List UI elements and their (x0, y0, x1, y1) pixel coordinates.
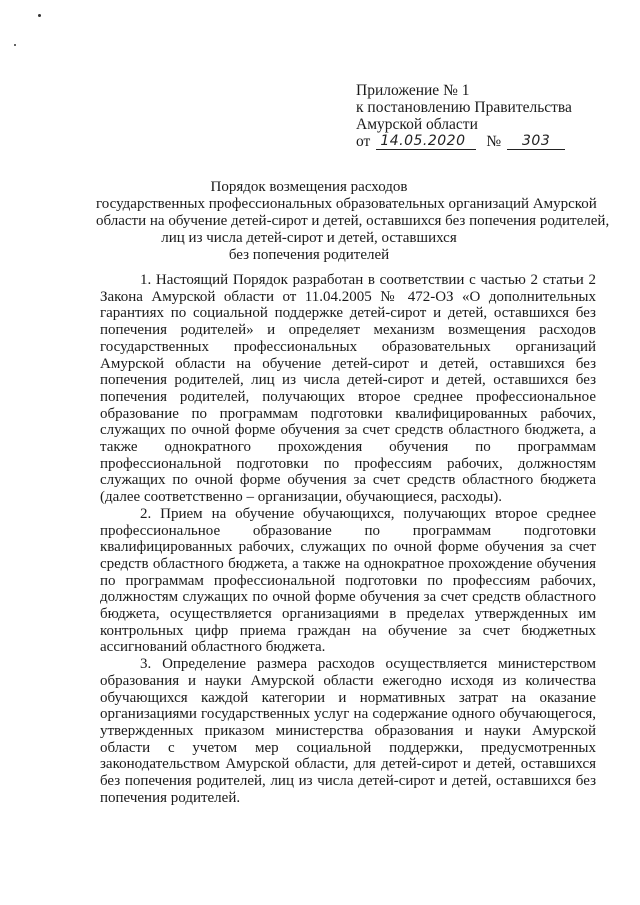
paragraph-2: 2. Прием на обучение обучающихся, получающих второе среднее профессиональное образование по программам подготовки квалифицированных рабочих, служащих по очной форме обучения за счет средств областного бюджета, а также на однократное прохождение обучения по программам профессиональной подготовки по профессиям рабочих, должностям служащих по очной форме обучения за счет средств областного бюджета, осуществляется организациями в пределах утвержденных им контрольных цифр приема граждан на обучение за счет бюджетных ассигнований областного бюджета. (100, 505, 596, 656)
handwritten-number: 303 (507, 134, 565, 150)
title-line: лиц из числа детей-сирот и детей, оставшихся (161, 230, 457, 246)
document-title (96, 179, 610, 264)
document-body (100, 272, 596, 807)
title-line: без попечения родителей (228, 247, 390, 263)
paragraph-1: 1. Настоящий Порядок разработан в соответствии с частью 2 статьи 2 Закона Амурской области от 11.04.2005 № 472-ОЗ «О дополнительных гарантиях по социальной поддержке детей-сирот и детей, оставшихся без попечения родителей» и определяет механизм возмещения расходов государственных профессиональных образовательных организаций Амурской области на обучение детей-сирот и детей, оставшихся без попечения родителей, лиц из числа детей-сирот и детей, оставшихся без попечения родителей, получающих второе среднее профессиональное образование по программам подготовки квалифицированных рабочих, служащих по очной форме обучения за счет средств областного бюджета, а также однократного прохождения обучения по программам профессиональной подготовки по профессиям рабочих, должностям служащих по очной форме обучения за счет средств областного бюджета (далее соответственно – организации, обучающиеся, расходы). (100, 272, 596, 506)
title-line: области на обучение детей-сирот и детей, оставшихся без попечения родителей, (96, 213, 610, 229)
appendix-region: Амурской области (356, 116, 478, 133)
appendix-date-number-line (356, 133, 616, 150)
appendix-header (356, 82, 616, 150)
title-line: Порядок возмещения расходов (210, 179, 408, 195)
paragraph-3: 3. Определение размера расходов осуществляется министерством образования и науки Амурской области ежегодно исходя из количества обучающихся каждой категории и нормативных затрат на оказание организациями государственных услуг на содержание одного обучающегося, утвержденных приказом министерства образования и науки Амурской области с учетом мер социальной поддержки, предусмотренных законодательством Амурской области, для детей-сирот и детей, оставшихся без попечения родителей, лиц из числа детей-сирот и детей, оставшихся без попечения родителей. (100, 656, 596, 806)
title-line: государственных профессиональных образовательных организаций Амурской (96, 196, 597, 212)
scan-speck (14, 44, 16, 46)
appendix-number: Приложение № 1 (356, 82, 470, 99)
from-label: от (356, 133, 371, 150)
handwritten-date: 14.05.2020 (376, 134, 476, 150)
number-label: № (486, 133, 502, 150)
appendix-resolution-ref: к постановлению Правительства (356, 99, 572, 116)
scan-speck (38, 14, 41, 17)
